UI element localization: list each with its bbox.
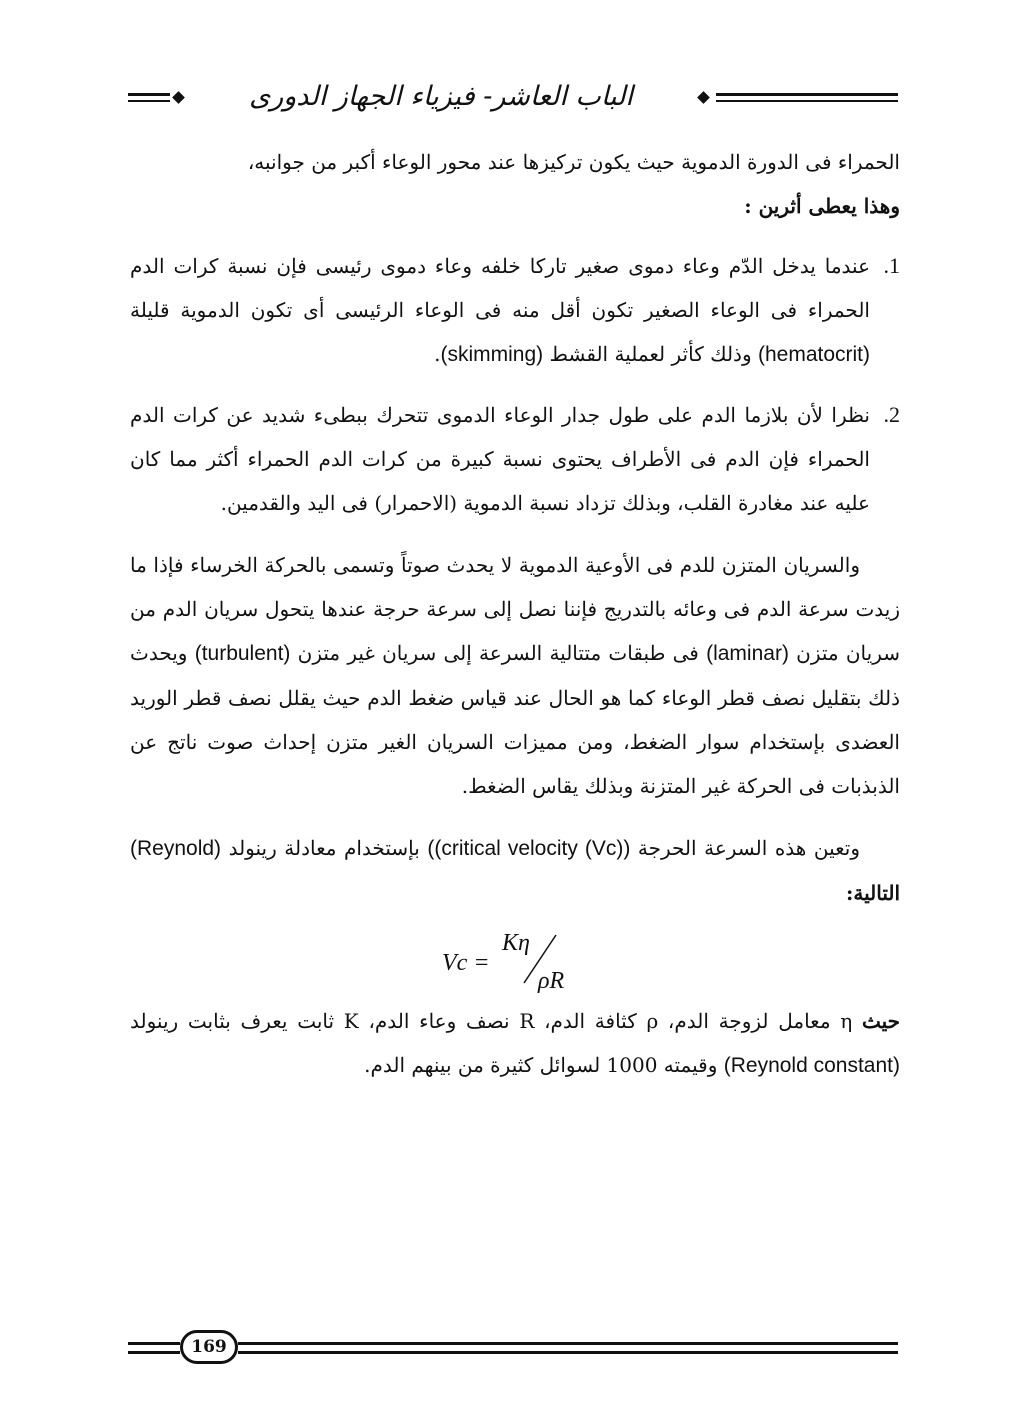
header-rule-right <box>716 93 898 102</box>
intro-text: الحمراء فى الدورة الدموية حيث يكون تركيزها عند محور الوعاء أكبر من جوانبه، <box>247 150 900 174</box>
intro-bold: وهذا يعطى أثرين : <box>744 194 900 218</box>
footer-rule-left <box>128 1342 180 1354</box>
formula-lhs: Vc = <box>442 950 490 976</box>
footer-rule-right <box>238 1342 898 1354</box>
item-2-text: نظرا لأن بلازما الدم على طول جدار الوعاء الدموى تتحرك ببطىء شديد عن كرات الدم الحمراء فإن الدم فى الأطراف يحتوى نسبة كبيرة من كرات الدم الحمراء أكثر مما كان عليه عند مغادرة القلب، وبذلك تزداد نسبة الدموية (الاحمرار) فى اليد والقدمين. <box>130 403 870 515</box>
term-laminar: (laminar) <box>706 642 789 665</box>
header-diamond-right-icon <box>697 91 710 104</box>
intro-paragraph <box>130 140 900 228</box>
definitions-text-2: وقيمته 1000 لسوائل كثيرة من بينهم الدم. <box>364 1053 718 1077</box>
page-body <box>130 140 900 1088</box>
flow-text-3: ويحدث ذلك بتقليل نصف قطر الوعاء كما هو الحال عند قياس ضغط الدم حيث يقلل نصف قطر الوريد العضدى بإستخدام سوار الضغط، ومن مميزات السريان الغير متزن إحداث صوت ناتج عن الذبذبات فى الحركة غير المتزنة وبذلك يقاس الضغط. <box>130 641 900 798</box>
running-header <box>128 78 898 118</box>
term-reynold: (Reynold) <box>130 837 222 860</box>
velocity-bold: التالية: <box>845 881 900 905</box>
flow-paragraph <box>130 543 900 808</box>
definitions-bold: حيث <box>861 1009 901 1033</box>
definitions-text: η معامل لزوجة الدم، ρ كثافة الدم، R نصف وعاء الدم، K ثابت يعرف بثابت رينولد <box>130 1009 853 1033</box>
flow-text-2: فى طبقات متتالية السرعة إلى سريان غير متزن <box>297 641 699 665</box>
definitions-paragraph <box>130 999 900 1088</box>
chapter-title: الباب العاشر- فيزياء الجهاز الدورى <box>249 81 633 112</box>
term-hematocrit: (hematocrit) <box>757 343 870 366</box>
term-critical-velocity: ((critical velocity (Vc)) <box>427 837 631 860</box>
item-1-text-end: . <box>434 342 441 366</box>
reynold-formula <box>130 915 900 999</box>
flow-text-1: والسريان المتزن للدم فى الأوعية الدموية لا يحدث صوتاً وتسمى بالحركة الخرساء فإذا ما زيدت سرعة الدم فى وعائه بالتدريج فإننا نصل إلى سرعة حرجة عندها يتحول سريان الدم من سريان متزن <box>130 553 901 665</box>
header-rule-left <box>128 93 170 102</box>
velocity-paragraph <box>130 826 900 915</box>
formula-numerator: Kη <box>502 930 530 956</box>
list-number: 1. <box>883 253 900 278</box>
formula-denominator: ρR <box>538 968 565 994</box>
term-reynold-constant: (Reynold constant) <box>723 1054 900 1077</box>
header-diamond-left-icon <box>172 91 185 104</box>
list-number: 2. <box>883 402 900 427</box>
page-footer <box>128 1330 898 1370</box>
item-1-text-middle: وذلك كأثر لعملية القشط <box>549 342 752 366</box>
item-1-text: عندما يدخل الدّم وعاء دموى صغير تاركا خلفه وعاء دموى رئيسى فإن نسبة كرات الدم الحمراء فى الوعاء الصغير تكون أقل منه فى الوعاء الرئيسى أى تكون الدموية قليلة <box>130 254 870 322</box>
list-item-2 <box>130 393 900 525</box>
page-number: 169 <box>180 1330 238 1364</box>
velocity-text-1: وتعين هذه السرعة الحرجة <box>637 836 860 860</box>
term-turbulent: (turbulent) <box>194 642 291 665</box>
list-item-1 <box>130 244 900 377</box>
term-skimming: (skimming) <box>440 343 544 366</box>
velocity-text-2: بإستخدام معادلة رينولد <box>228 836 420 860</box>
